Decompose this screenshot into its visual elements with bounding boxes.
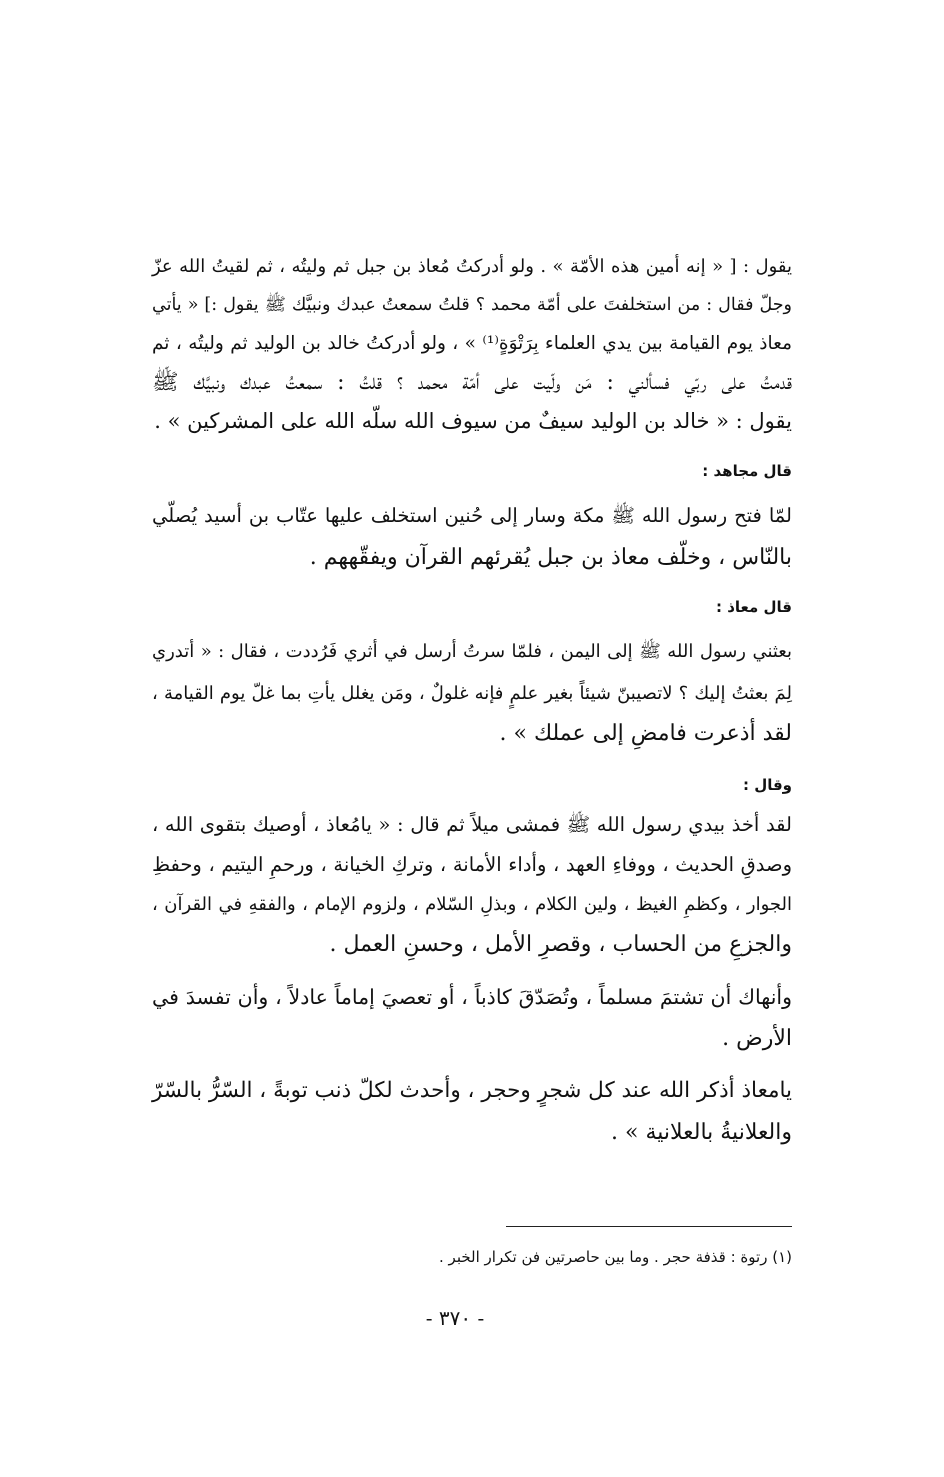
paragraph-4-line-4: والجزعِ من الحساب ، وقصرِ الأمل ، وحسنِ العمل . [329, 932, 792, 957]
paragraph-3-line-3: لقد أذعرت فامضِ إلى عملك » . [499, 721, 792, 746]
section-heading-qal: وقال : [742, 776, 792, 794]
page-number: - ٣٧٠ - [425, 1306, 485, 1330]
paragraph-1-line-4: قدمتُ على ربّي فسألني : مَن ولّيت على أمّة محمد ؟ قلتُ : سمعتُ عبدك ونبيَّك ﷺ [152, 370, 792, 395]
paragraph-6-line-2: والعلانيةُ بالعلانية » . [611, 1120, 792, 1145]
paragraph-4-line-3: الجوار ، وكظمِ الغيظ ، ولين الكلام ، وبذلِ السّلام ، ولزوم الإمام ، والفقهِ في القرآن ، [152, 894, 792, 915]
paragraph-1-line-1: يقول : [ « إنه أمين هذه الأمّة » . ولو أدركتُ مُعاذ بن جبل ثم وليتُه ، ثم لقيتُ الله عزّ [152, 256, 792, 277]
section-heading-mujahid: قال مجاهد : [702, 462, 792, 480]
paragraph-1-line-2: وجلّ فقال : من استخلفتَ على أمّة محمد ؟ قلتُ سمعتُ عبدك ونبيَّك ﷺ يقول :] « يأتي [152, 295, 792, 315]
paragraph-5-line-1: وأنهاك أن تشتمَ مسلماً ، وتُصَدّقَ كاذباً ، أو تعصيَ إماماً عادلاً ، وأن تفسدَ في [152, 985, 792, 1009]
paragraph-6-line-1: يامعاذ أذكر الله عند كل شجرٍ وحجر ، وأحدث لكلّ ذنب توبةً ، السّرُّ بالسّرّ [151, 1078, 792, 1103]
paragraph-4-line-1: لقد أخذ بيدي رسول الله ﷺ فمشى ميلاً ثم قال : « يامُعاذ ، أوصيك بتقوى الله ، [152, 813, 792, 836]
paragraph-1-line-3: معاذ يوم القيامة بين يدي العلماء بِرَتْوَةٍ⁽¹⁾ » ، ولو أدركتُ خالد بن الوليد ثم وليتُه ، ثم [152, 333, 792, 354]
paragraph-3-line-1: بعثني رسول الله ﷺ إلى اليمن ، فلمّا سرتُ أرسل في أثري فَرُددت ، فقال : « أتدري [152, 641, 792, 662]
paragraph-2-line-1: لمّا فتح رسول الله ﷺ مكة وسار إلى حُنين استخلف عليها عتّاب بن أسيد يُصلّي [152, 504, 792, 527]
paragraph-2-line-2: بالنّاس ، وخلّف معاذ بن جبل يُقرئهم القرآن ويفقّههم . [309, 545, 792, 570]
footnote: (١) رتوة : قذفة حجر . وما بين حاصرتين فن تكرار الخبر . [439, 1248, 792, 1266]
section-heading-muadh: قال معاذ : [716, 598, 792, 616]
paragraph-3-line-2: لِمَ بعثتُ إليك ؟ لاتصيبنّ شيئاً بغير علمٍ فإنه غلولٌ ، ومَن يغلل يأتِ بما غلّ يوم القيامة ، [152, 683, 792, 704]
footnote-separator [506, 1226, 792, 1227]
paragraph-4-line-2: وصدقِ الحديث ، ووفاءِ العهد ، وأداء الأمانة ، وتركِ الخيانة ، ورحمِ اليتيم ، وحفظِ [152, 853, 792, 876]
paragraph-1-line-5: يقول : « خالد بن الوليد سيفٌ من سيوف الله سلّه الله على المشركين » . [154, 409, 792, 433]
paragraph-5-line-2: الأرض . [722, 1026, 792, 1051]
